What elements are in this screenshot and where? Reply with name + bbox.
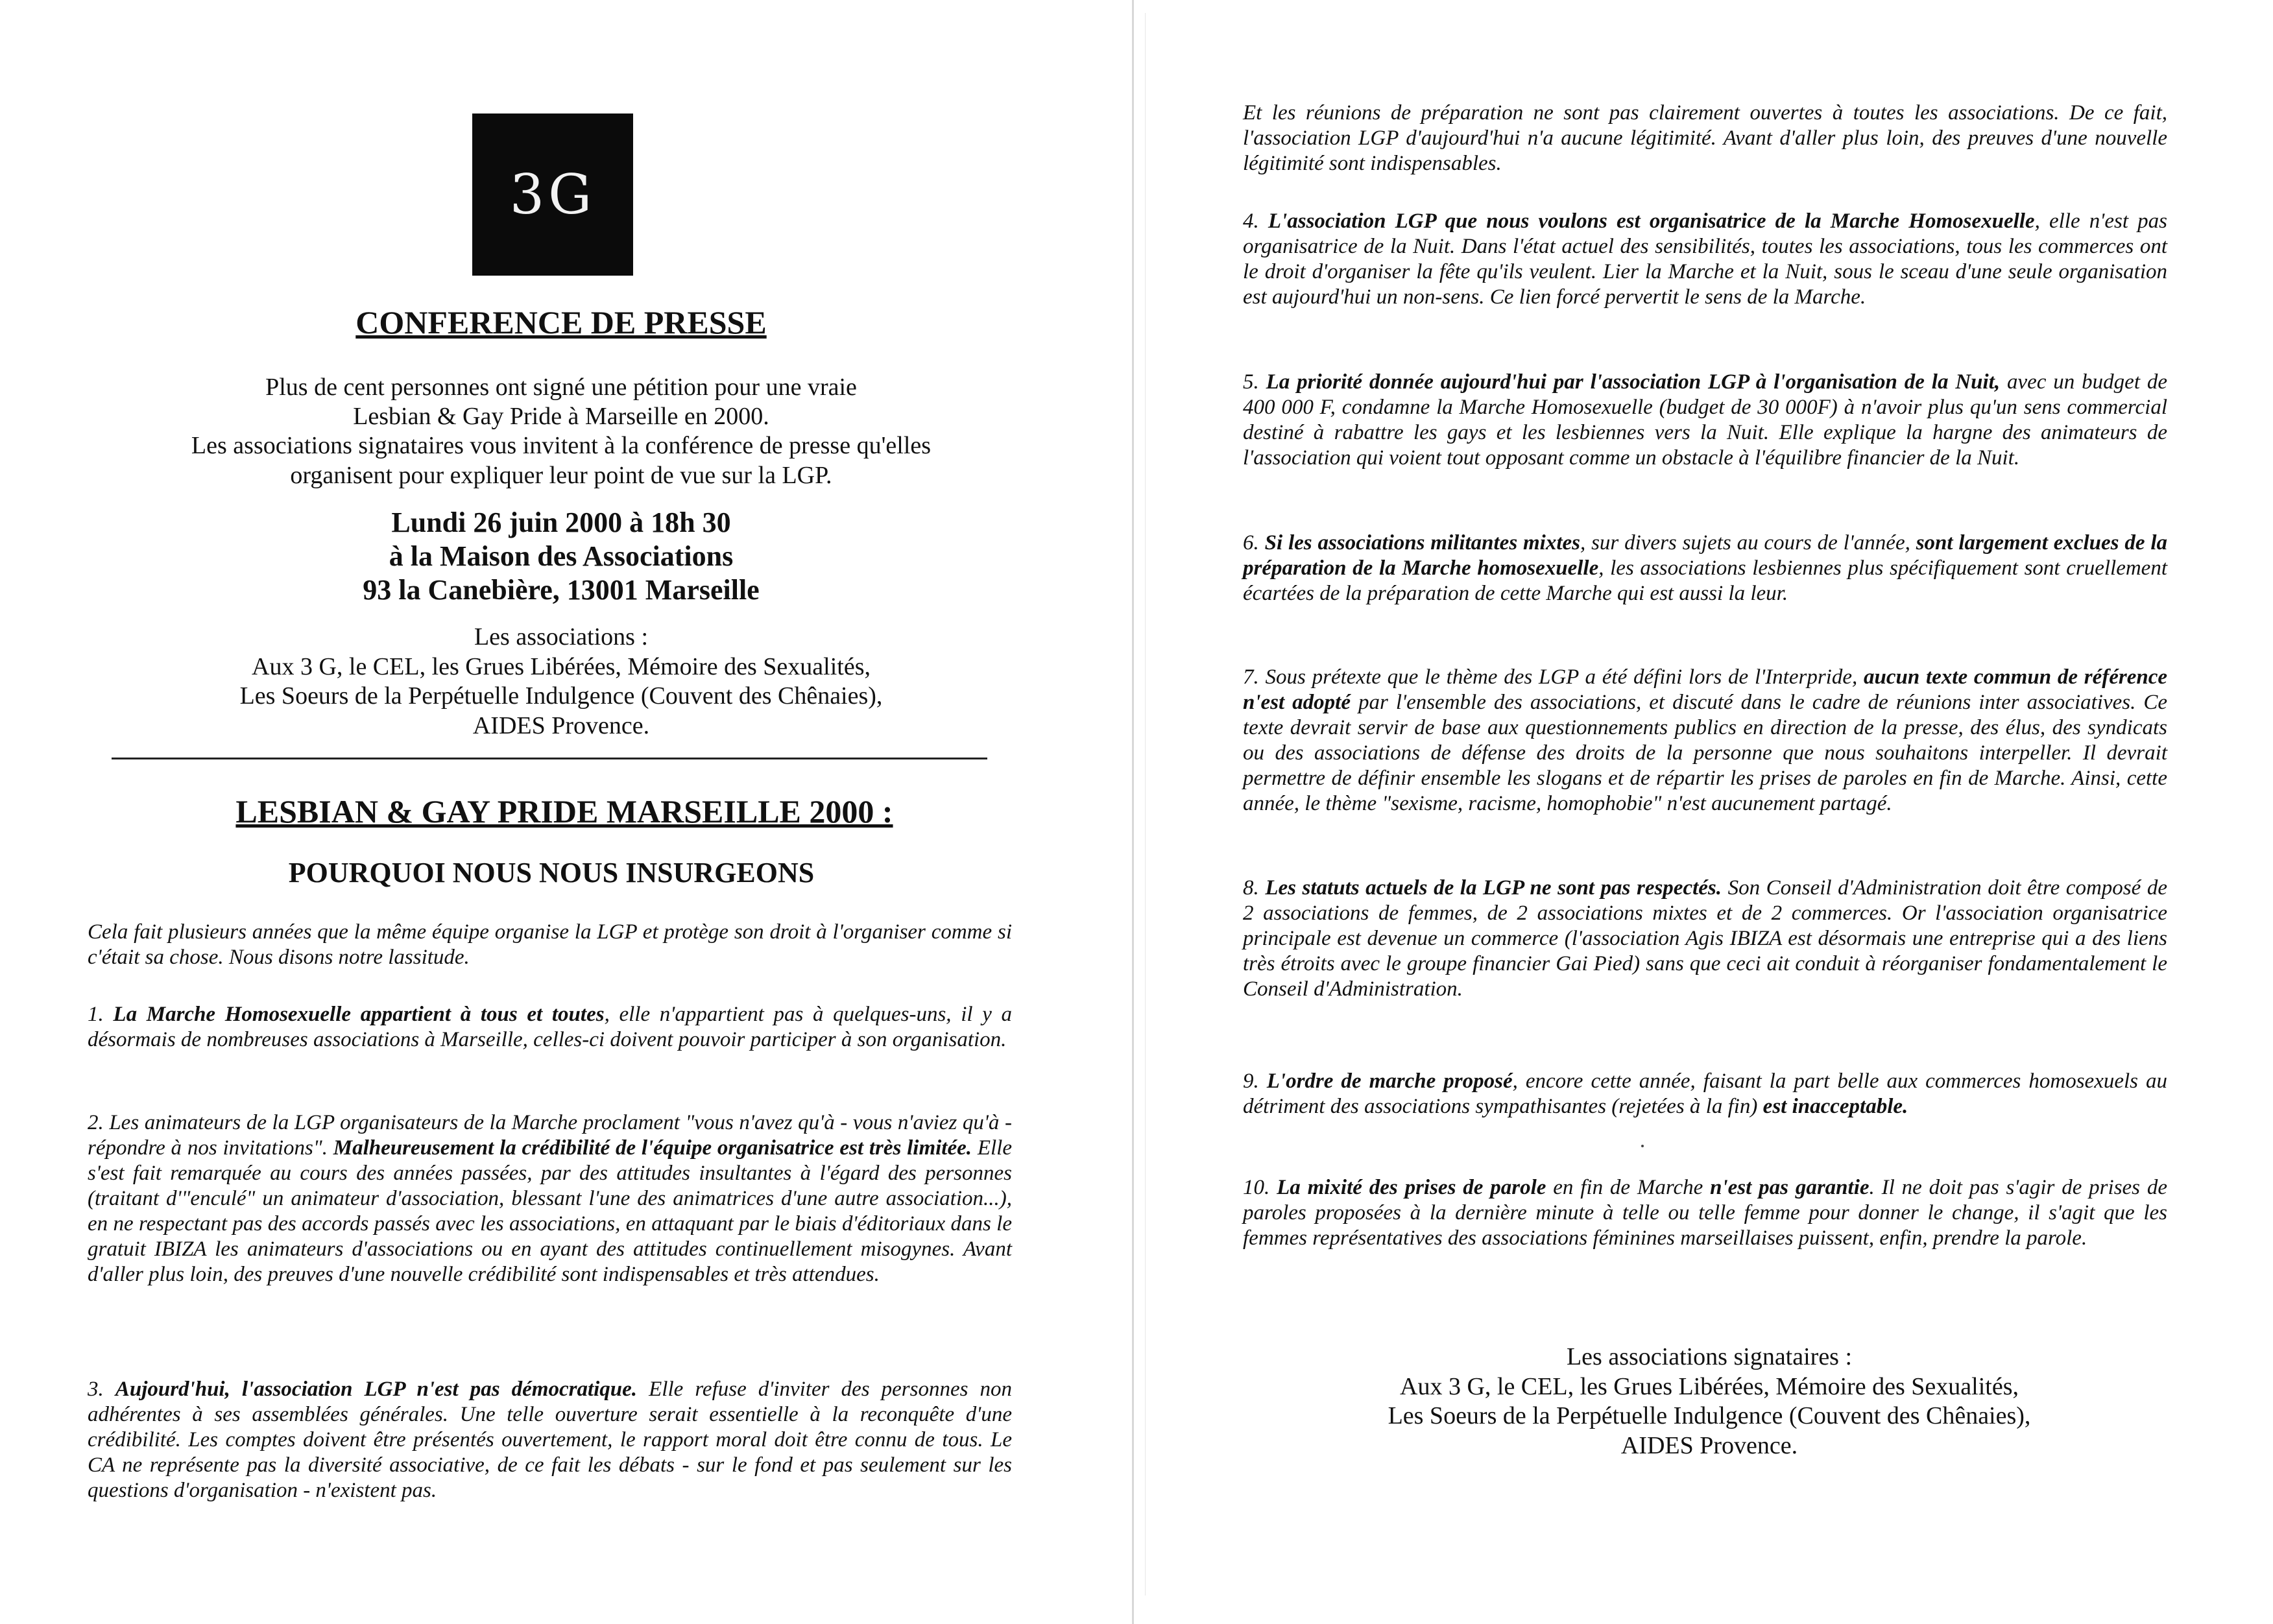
point-emphasis: Si les associations militantes mixtes xyxy=(1264,531,1580,555)
point-number: 10. xyxy=(1243,1176,1277,1199)
point-3-continued: Et les réunions de préparation ne sont pas clairement ouvertes à toutes les associations. De ce fait, l'association LGP d'aujourd'hui n'a aucune légitimité. Avant d'aller plus loin, des preuves d'une nouvelle légitimité sont indispensables. xyxy=(1243,101,2167,175)
point-number: 4. xyxy=(1243,209,1268,233)
point-text: 2. Les animateurs de la LGP organisateurs de la Marche proclament "vous n'avez qu'à - vous n'aviez qu'à - répondre à nos invitations". xyxy=(88,1111,1012,1160)
point-emphasis: Malheureusement la crédibilité de l'équipe organisatrice est très limitée. xyxy=(333,1136,972,1160)
signatory-line: Les Soeurs de la Perpétuelle Indulgence (Couvent des Chênaies), xyxy=(1388,1402,2031,1430)
point-text: Elle s'est fait remarquée au cours des années passées, par des attitudes insultantes à l'égard des personnes (traitant d'"enculé" un animateur d'association, blessant l'une des animatrices d'une autre association...), en ne respectant pas des accords passés avec les associations, en attaquant par le biais d'éditoriaux dans le gratuit IBIZA les animateurs d'associations ou en ayant des attitudes continuellement misogynes. Avant d'aller plus loin, des preuves d'une nouvelle crédibilité sont indispensables et très attendues. xyxy=(88,1136,1012,1286)
point-emphasis: La priorité donnée aujourd'hui par l'association LGP à l'organisation de la Nuit, xyxy=(1266,370,2001,394)
point-emphasis: L'association LGP que nous voulons est organisatrice de la Marche Homosexuelle xyxy=(1268,209,2035,233)
point-1 xyxy=(88,1002,1012,1053)
point-number: 6. xyxy=(1243,531,1265,555)
point-emphasis: Aujourd'hui, l'association LGP n'est pas démocratique. xyxy=(115,1378,638,1401)
point-text: avec un budget de 400 000 F, condamne la Marche Homosexuelle (budget de 30 000F) à n'avoir plus qu'un sens commercial destiné à rabattre les gays et les lesbiennes vers la Nuit. Elle explique la hargne des animateurs de l'association qui voient tout opposant comme un obstacle à l'équilibre financier de la Nuit. xyxy=(1243,370,2168,470)
point-4 xyxy=(1243,209,2167,310)
point-5 xyxy=(1243,370,2167,471)
association-logo xyxy=(472,113,633,276)
point-9 xyxy=(1243,1069,2167,1119)
scan-edge xyxy=(1145,13,1146,1595)
manifesto-subtitle: POURQUOI NOUS NOUS INSURGEONS xyxy=(288,857,815,889)
signatories-block xyxy=(1291,1343,2128,1461)
press-intro-line: Plus de cent personnes ont signé une pétition pour une vraie xyxy=(265,374,857,401)
event-address: 93 la Canebière, 13001 Marseille xyxy=(363,573,760,606)
point-number: 9. xyxy=(1243,1069,1267,1093)
point-text: 7. Sous prétexte que le thème des LGP a été défini lors de l'Interpride, xyxy=(1243,665,1864,689)
point-2 xyxy=(88,1110,1012,1287)
manifesto-title: LESBIAN & GAY PRIDE MARSEILLE 2000 : xyxy=(235,793,893,830)
association-line: Aux 3 G, le CEL, les Grues Libérées, Mémoire des Sexualités, xyxy=(252,652,871,680)
point-emphasis: La mixité des prises de parole xyxy=(1277,1176,1546,1199)
point-text: , sur divers sujets au cours de l'année, xyxy=(1580,531,1916,555)
point-emphasis: aucun texte commun de référence n'est adopté xyxy=(1243,665,2168,714)
associations-label: Les associations : xyxy=(474,623,649,651)
point-3 xyxy=(88,1377,1012,1503)
press-conference-title: CONFERENCE DE PRESSE xyxy=(355,304,767,340)
point-number: 1. xyxy=(88,1003,114,1026)
manifesto-intro: Cela fait plusieurs années que la même équipe organise la LGP et protège son droit à l'organiser comme si c'était sa chose. Nous disons notre lassitude. xyxy=(88,920,1012,969)
point-10 xyxy=(1243,1175,2167,1251)
point-text: en fin de Marche xyxy=(1546,1176,1711,1199)
point-6 xyxy=(1243,531,2167,606)
point-text: , elle n'est pas organisatrice de la Nuit. Dans l'état actuel des sensibilités, toutes les associations, tous les commerces ont le droit d'organiser la fête qu'ils veulent. Lier la Marche et la Nuit, sous le sceau d'une seule organisation est aujourd'hui un non-sens. Ce lien forcé pervertit le sens de la Marche. xyxy=(1243,209,2167,309)
point-7 xyxy=(1243,665,2167,817)
event-details xyxy=(195,506,928,607)
page-fold xyxy=(1132,0,1134,1624)
point-emphasis: La Marche Homosexuelle appartient à tous et toutes xyxy=(113,1003,605,1026)
point-text: . Il ne doit pas s'agir de prises de paroles proposées à la dernière minute à telle ou telle femme pour donner le change, il s'agit que les femmes représentatives des associations féminines marseillaises puissent, enfin, prendre la parole. xyxy=(1243,1176,2168,1250)
point-number: 5. xyxy=(1243,370,1266,394)
point-text: Elle refuse d'inviter des personnes non adhérentes à ses assemblées générales. Une telle ouverture serait essentielle à la reconquête d'une crédibilité. Les comptes doivent être présentés ouvertement, le rapport moral doit être connu de tous. Le CA ne représente pas la diversité associative, de ce fait les débats - sur le fond et pas seulement sur les questions d'organisation - n'existent pas. xyxy=(88,1378,1013,1502)
point-emphasis: L'ordre de marche proposé xyxy=(1266,1069,1513,1093)
point-text: , les associations lesbiennes plus spécifiquement sont cruellement écartées de la préparation de cette Marche qui est aussi la leur. xyxy=(1243,556,2167,605)
point-number: 8. xyxy=(1243,876,1266,900)
event-venue: à la Maison des Associations xyxy=(389,540,734,572)
press-intro-line: Les associations signataires vous invitent à la conférence de presse qu'elles xyxy=(191,432,932,460)
point-text: Son Conseil d'Administration doit être composé de 2 associations de femmes, de 2 associations mixtes et de 2 commerces. Or l'association organisatrice principale est devenue un commerce (l'association Agis IBIZA est désormais une entreprise qui a des liens très étroits avec le groupe financier Gai Pied) sans que ceci ait conduit à réorganiser fondamentalement le Conseil d'Administration. xyxy=(1243,876,2167,1001)
point-text: , elle n'appartient pas à quelques-uns, il y a désormais de nombreuses associations à Marseille, celles-ci doivent pouvoir participer à son organisation. xyxy=(88,1003,1012,1051)
point-emphasis: Les statuts actuels de la LGP ne sont pas respectés. xyxy=(1265,876,1722,900)
point-8 xyxy=(1243,876,2167,1002)
signatories-label: Les associations signataires : xyxy=(1566,1343,1853,1370)
point-emphasis: est inacceptable. xyxy=(1762,1094,1908,1118)
association-line: Les Soeurs de la Perpétuelle Indulgence (Couvent des Chênaies), xyxy=(239,682,883,710)
point-number: 3. xyxy=(88,1378,115,1401)
point-text: , encore cette année, faisant la part belle aux commerces homosexuels au détriment des associations sympathisantes (rejetées à la fin) xyxy=(1243,1069,2168,1118)
signatory-line: AIDES Provence. xyxy=(1620,1431,1798,1459)
logo-text: 3G xyxy=(509,163,596,226)
signatory-line: Aux 3 G, le CEL, les Grues Libérées, Mémoire des Sexualités, xyxy=(1400,1372,2019,1400)
press-intro xyxy=(97,373,1025,490)
event-date: Lundi 26 juin 2000 à 18h 30 xyxy=(391,507,731,538)
associations-block xyxy=(130,623,992,741)
section-divider xyxy=(112,758,987,759)
press-intro-line: Lesbian & Gay Pride à Marseille en 2000. xyxy=(353,403,769,431)
point-text: par l'ensemble des associations, et discuté dans le cadre de réunions inter associatives. Ce texte devrait servir de base aux questionnements publics en direction de la presse, des élus, des syndicats ou des associations de défense des droits de la personne que nous souhaitons interpeller. Il devrait permettre de définir ensemble les slogans et de répartir les prises de paroles en fin de Marche. Ainsi, cette année, le thème "sexisme, racisme, homophobie" n'est aucunement partagé. xyxy=(1243,690,2167,815)
point-emphasis: n'est pas garantie xyxy=(1710,1176,1870,1199)
press-intro-line: organisent pour expliquer leur point de vue sur la LGP. xyxy=(290,461,832,489)
scan-speck xyxy=(1641,1145,1644,1147)
association-line: AIDES Provence. xyxy=(472,711,650,739)
point-emphasis: sont largement exclues de la préparation de la Marche homosexuelle xyxy=(1243,531,2168,580)
